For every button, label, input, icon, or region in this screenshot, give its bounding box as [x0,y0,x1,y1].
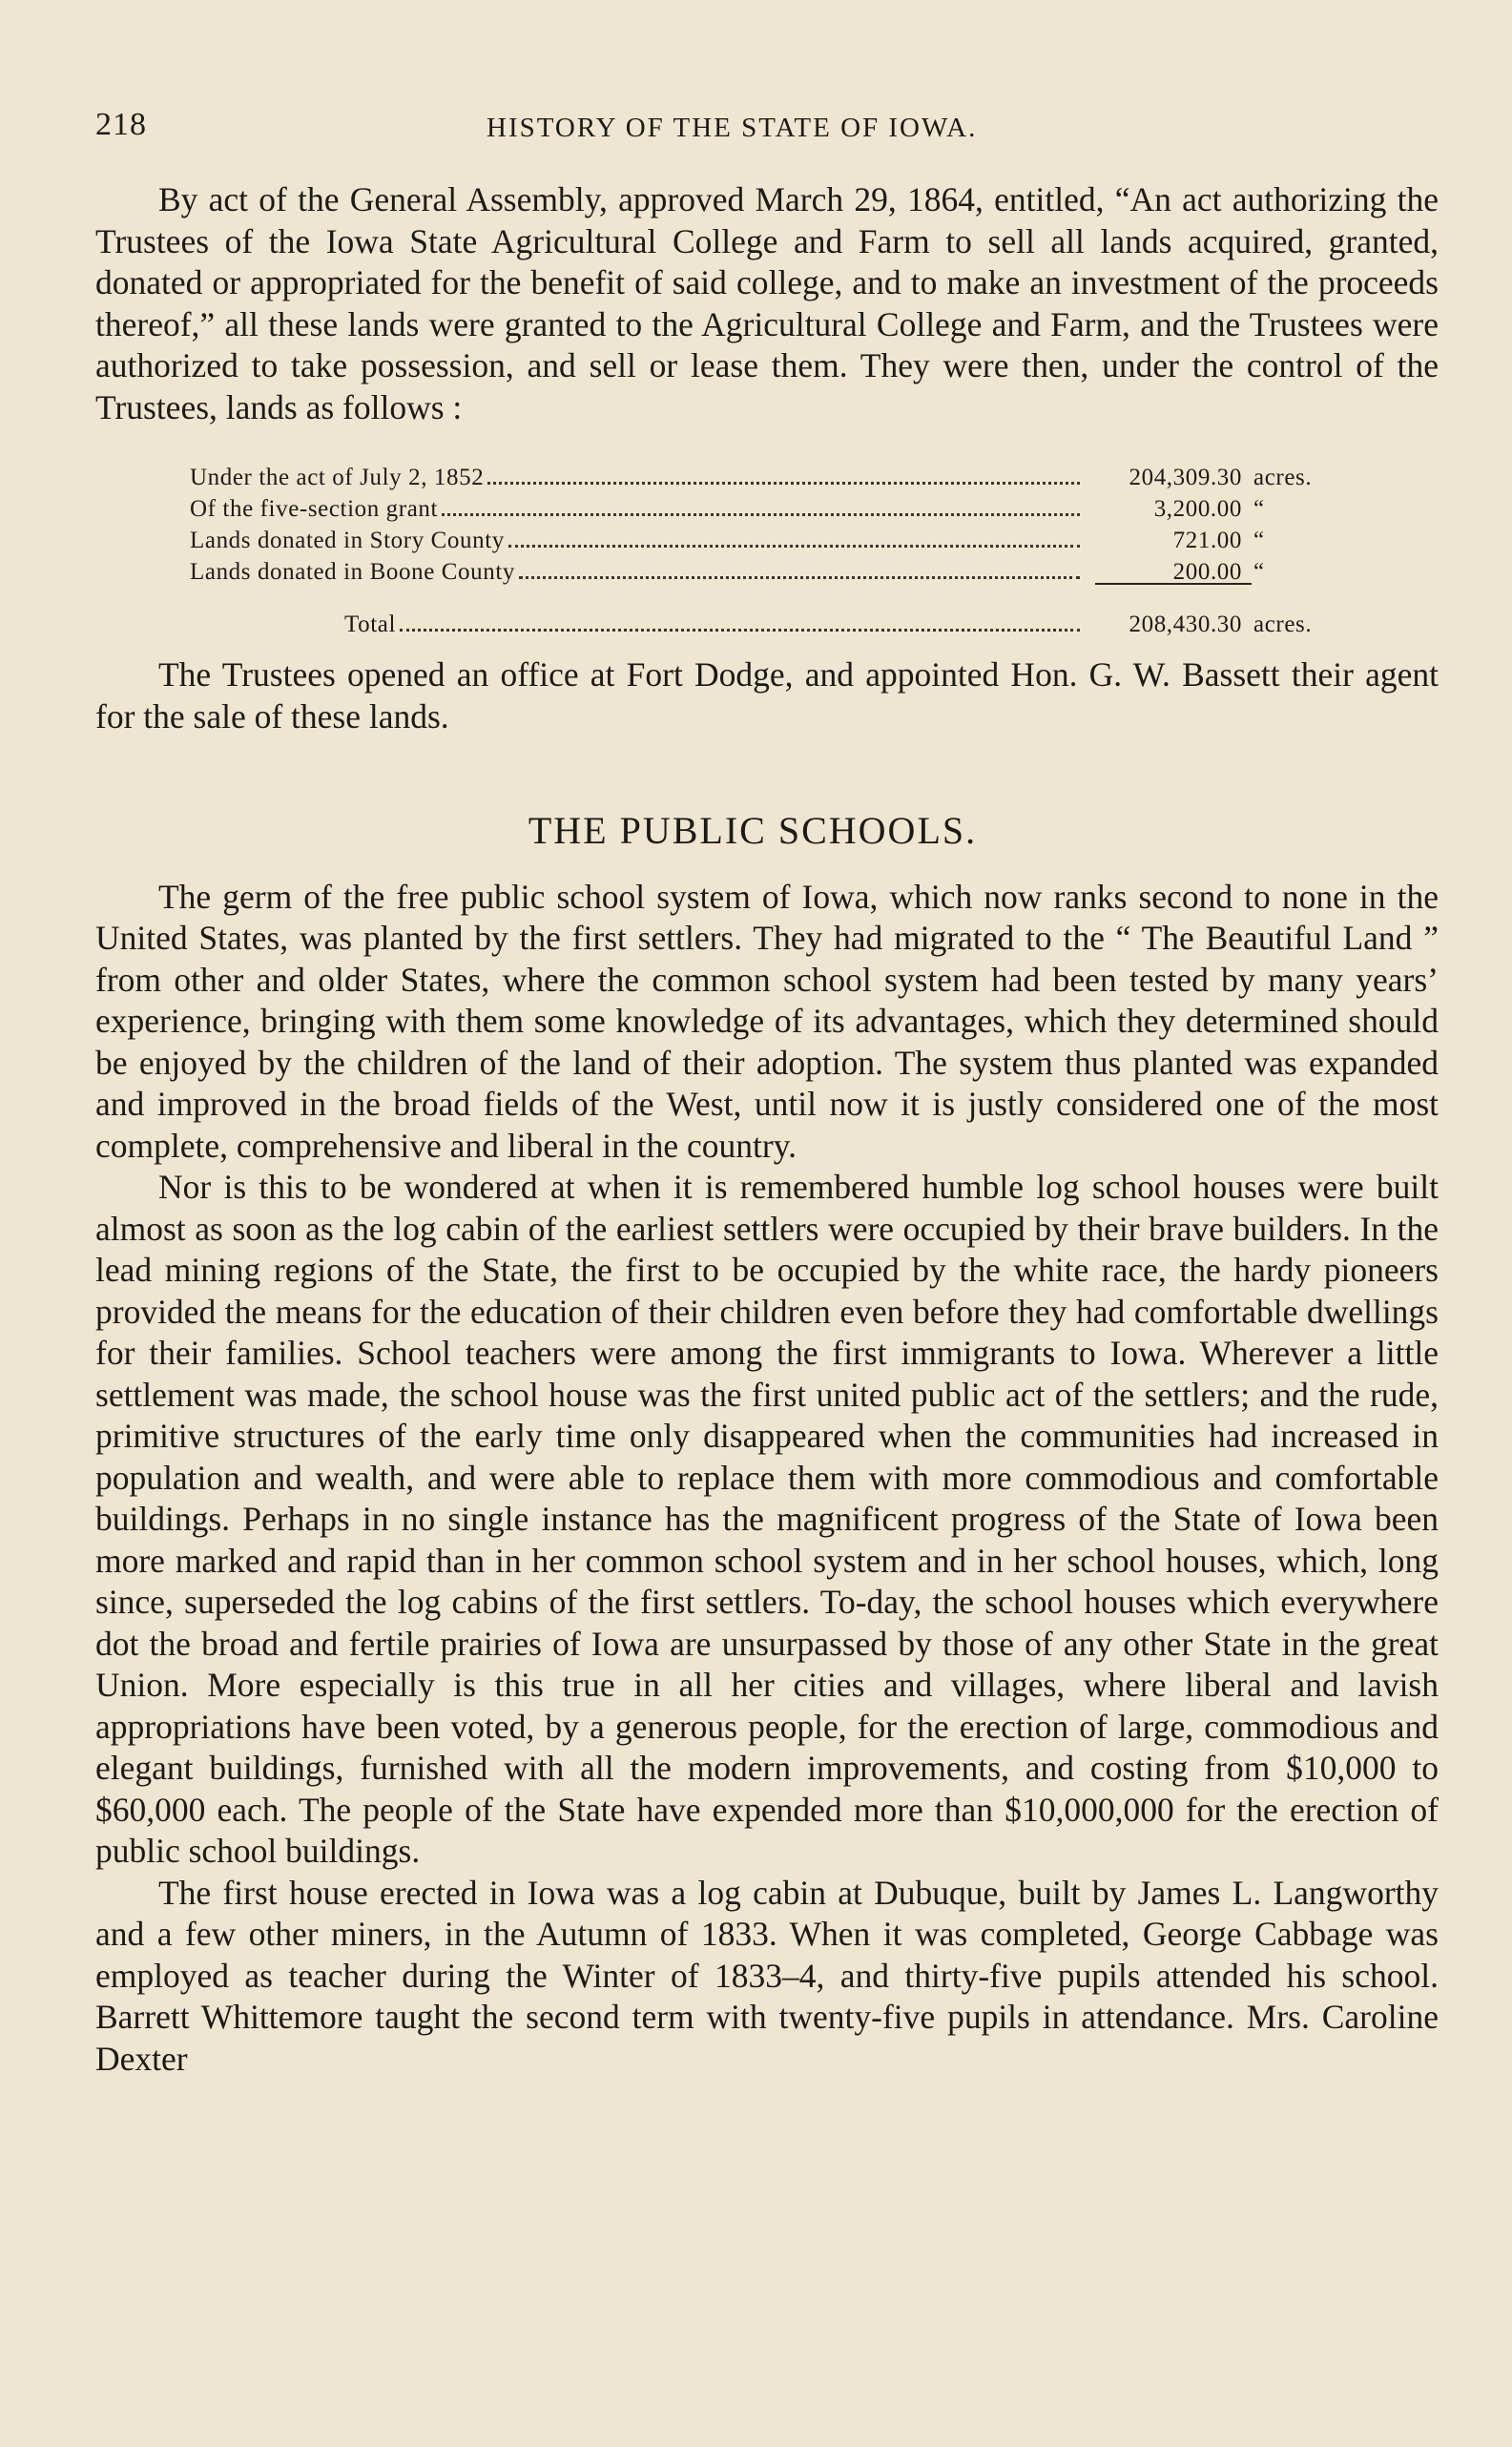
land-row-unit: acres. [1253,465,1313,490]
land-row-unit: “ [1253,528,1265,553]
total-label: Total [344,612,397,637]
paragraph-land-act: By act of the General Assembly, approved March 29, 1864, entitled, “An act authorizing the Trustees of the Iowa State Agricultural College and Farm to sell all lands acquired, granted, donated or appropriated for the benefit of said college, and to make an investment of the proceeds thereof,” all these lands were granted to the Agricultural College and Farm, and the Trustees were authorized to take possession, and sell or lease them. They were then, under the control of the Trustees, lands as follows : [95,180,1439,426]
dot-leader [508,545,1080,548]
dot-leader [442,513,1080,516]
paragraph-trustees-office: The Trustees opened an office at Fort Dodge, and appointed Hon. G. W. Bassett their agent for the sale of these lands. [95,655,1439,736]
running-head: HISTORY OF THE STATE OF IOWA. [487,113,978,143]
land-row-unit: “ [1253,496,1265,522]
total-amount: 208,430.30 [1129,612,1242,637]
paragraph-school-houses: Nor is this to be wondered at when it is remembered humble log school houses were built almost as soon as the log cabin of the earliest settlers were occupied by their brave builders. In the lead mining regions of the State, the first to be occupied by the white race, the hardy pioneers provided the means for the education of their children even before they had comfortable dwellings for their families. School teachers were among the first immigrants to Iowa. Wherever a little settlement was made, the school house was the first united public act of the settlers; and the rude, primitive structures of the early time only disappeared when the communities had increased in population and wealth, and were able to replace them with more commodious and comfortable buildings. Perhaps in no single instance has the magnificent progress of the State of Iowa been more marked and rapid than in her common school system and in her school houses, which, long since, superseded the log cabins of the first settlers. To-day, the school houses which everywhere dot the broad and fertile prairies of Iowa are unsurpassed by those of any other State in the great Union. More especially is this true in all her cities and villages, where liberal and lavish appropriations have been voted, by a generous people, for the erection of large, commodious and elegant buildings, furnished with all the modern improvements, and costing from $10,000 to $60,000 each. The people of the State have expended more than $10,000,000 for the erection of public school buildings. [95,1168,1439,1870]
paragraph-school-system: The germ of the free public school system of Iowa, which now ranks second to none in the United States, was planted by the first settlers. They had migrated to the “ The Beautiful Land ” from other and older States, where the common school system had been tested by many years’ experience, bringing with them some knowledge of its advantages, which they determined should be enjoyed by the children of the land of their adoption. The system thus planted was expanded and improved in the broad fields of the West, until now it is justly considered one of the most complete, comprehensive and liberal in the country. [95,877,1439,1165]
land-table-row [190,551,1339,583]
page-number: 218 [95,107,147,142]
land-table [190,457,1339,635]
land-table-row [190,520,1339,551]
land-table-row [190,488,1339,520]
land-row-label: Lands donated in Boone County [190,559,515,585]
land-row-label: Under the act of July 2, 1852 [190,465,485,490]
land-row-label: Of the five-section grant [190,496,439,522]
land-row-amount: 3,200.00 [1153,496,1242,522]
dot-leader [487,482,1080,485]
page-header [95,107,1431,153]
land-row-amount: 721.00 [1172,528,1242,553]
sum-rule [1095,583,1252,592]
page-body [95,179,1439,2080]
sum-rule-row [190,583,1339,592]
land-row-amount: 204,309.30 [1129,465,1242,490]
section-heading: THE PUBLIC SCHOOLS. [528,809,978,852]
total-unit: acres. [1253,612,1313,637]
land-table-total-row [190,604,1339,635]
land-row-label: Lands donated in Story County [190,528,505,553]
paragraph-first-school: The first house erected in Iowa was a log cabin at Dubuque, built by James L. Langworthy and a few other miners, in the Autumn of 1833. When it was completed, George Cabbage was employed as teacher during the Winter of 1833–4, and thirty-five pupils attended his school. Barrett Whittemore taught the second term with twenty-five pupils in attendance. Mrs. Caroline Dexter [95,1873,1439,2078]
land-row-unit: “ [1253,559,1265,585]
land-row-amount: 200.00 [1172,559,1242,585]
dot-leader [519,576,1080,579]
land-table-row [190,457,1339,488]
dot-leader [400,629,1080,632]
